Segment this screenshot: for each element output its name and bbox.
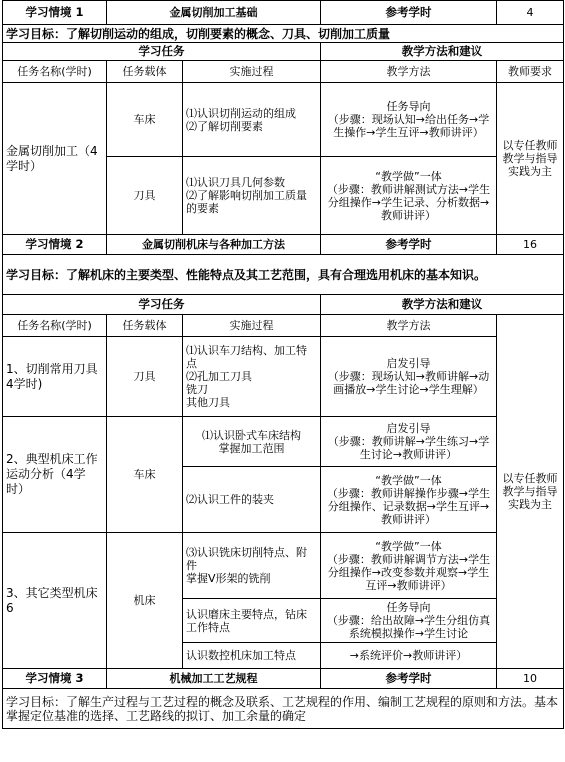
col-method: 教学方法 bbox=[321, 61, 497, 83]
s2-process: ⑶认识铣床切削特点、附件 掌握V形架的铣削 bbox=[183, 533, 321, 599]
s2-carrier: 刀具 bbox=[107, 337, 183, 417]
s2-method: “教学做”一体 （步骤：教师讲解操作步骤→学生分组操作、记录数据→学生互评→教师讲评） bbox=[321, 467, 497, 533]
s1-task-name: 金属切削加工（4学时） bbox=[3, 83, 107, 235]
s1-hours: 4 bbox=[497, 1, 564, 25]
s2-process: 认识磨床主要特点，钻床工作特点 bbox=[183, 599, 321, 643]
s2-method-header: 教学方法和建议 bbox=[321, 295, 564, 315]
col-method: 教学方法 bbox=[321, 315, 497, 337]
s1-goal: 学习目标：了解切削运动的组成，切削要素的概念、刀具、切削加工质量 bbox=[3, 25, 564, 43]
s1-carrier: 车床 bbox=[107, 83, 183, 157]
s3-name: 机械加工工艺规程 bbox=[107, 669, 321, 689]
s2-method: 启发引导 （步骤：教师讲解→学生练习→学生讨论→教师讲评） bbox=[321, 417, 497, 467]
s2-name: 金属切削机床与各种加工方法 bbox=[107, 235, 321, 255]
col-teacher-req: 教师要求 bbox=[497, 61, 564, 83]
s2-method: →系统评价→教师讲评） bbox=[321, 643, 497, 669]
s2-label: 学习情境 2 bbox=[3, 235, 107, 255]
s2-task-name: 3、其它类型机床 6 bbox=[3, 533, 107, 669]
s1-label: 学习情境 1 bbox=[3, 1, 107, 25]
col-process: 实施过程 bbox=[183, 315, 321, 337]
col-task-name: 任务名称(学时) bbox=[3, 315, 107, 337]
s1-teacher-req: 以专任教师教学与指导实践为主 bbox=[497, 83, 564, 235]
s1-method-header: 教学方法和建议 bbox=[321, 43, 564, 61]
s2-task-name: 1、切削常用刀具 4学时) bbox=[3, 337, 107, 417]
s1-process: ⑴认识刀具几何参数 ⑵了解影响切削加工质量的要素 bbox=[183, 157, 321, 235]
s2-method: 任务导向 （步骤：给出故障→学生分组仿真系统模拟操作→学生讨论 bbox=[321, 599, 497, 643]
s2-process: ⑴认识卧式车床结构 掌握加工范围 bbox=[183, 417, 321, 467]
col-carrier: 任务载体 bbox=[107, 61, 183, 83]
s2-hours-label: 参考学时 bbox=[321, 235, 497, 255]
col-task-name: 任务名称(学时) bbox=[3, 61, 107, 83]
s2-method: “教学做”一体 （步骤：教师讲解调节方法→学生分组操作→改变参数并观察→学生互评→教师讲评） bbox=[321, 533, 497, 599]
s1-hours-label: 参考学时 bbox=[321, 1, 497, 25]
s2-process: 认识数控机床加工特点 bbox=[183, 643, 321, 669]
s2-task-header: 学习任务 bbox=[3, 295, 321, 315]
s2-goal: 学习目标：了解机床的主要类型、性能特点及其工艺范围，具有合理选用机床的基本知识。 bbox=[3, 255, 564, 295]
s3-hours-label: 参考学时 bbox=[321, 669, 497, 689]
course-table bbox=[2, 0, 564, 729]
s2-method: 启发引导 （步骤：现场认知→教师讲解→动画播放→学生讨论→学生理解） bbox=[321, 337, 497, 417]
s1-carrier: 刀具 bbox=[107, 157, 183, 235]
s2-hours: 16 bbox=[497, 235, 564, 255]
s1-process: ⑴认识切削运动的组成 ⑵了解切削要素 bbox=[183, 83, 321, 157]
s2-carrier: 机床 bbox=[107, 533, 183, 669]
col-process: 实施过程 bbox=[183, 61, 321, 83]
col-carrier: 任务载体 bbox=[107, 315, 183, 337]
s3-goal: 学习目标：了解生产过程与工艺过程的概念及联系、工艺规程的作用、编制工艺规程的原则和方法。基本掌握定位基准的选择、工艺路线的拟订、加工余量的确定 bbox=[3, 689, 564, 729]
s3-label: 学习情境 3 bbox=[3, 669, 107, 689]
s2-teacher-req: 以专任教师教学与指导实践为主 bbox=[497, 315, 564, 669]
s2-carrier: 车床 bbox=[107, 417, 183, 533]
s2-task-name: 2、典型机床工作运动分析（4学时） bbox=[3, 417, 107, 533]
s1-name: 金属切削加工基础 bbox=[107, 1, 321, 25]
s1-method: 任务导向 （步骤：现场认知→给出任务→学生操作→学生互评→教师讲评） bbox=[321, 83, 497, 157]
s3-hours: 10 bbox=[497, 669, 564, 689]
s1-task-header: 学习任务 bbox=[3, 43, 321, 61]
s1-method: “教学做”一体 （步骤：教师讲解测试方法→学生分组操作→学生记录、分析数据→教师讲评） bbox=[321, 157, 497, 235]
s2-process: ⑵认识工件的装夹 bbox=[183, 467, 321, 533]
s2-process: ⑴认识车刀结构、加工特点 ⑵孔加工刀具 铣刀 其他刀具 bbox=[183, 337, 321, 417]
